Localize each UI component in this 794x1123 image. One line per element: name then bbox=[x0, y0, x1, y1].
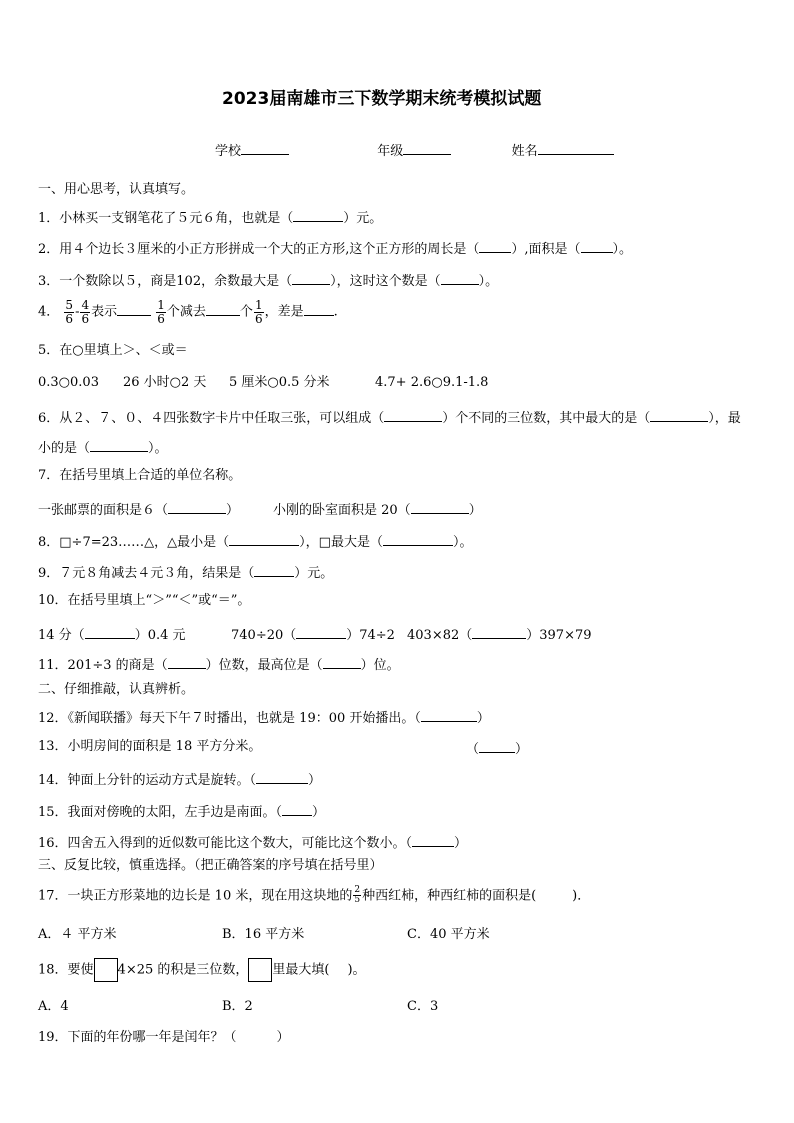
answer-blank[interactable] bbox=[304, 303, 334, 316]
question-5: 5．在○里填上＞、＜或＝ bbox=[38, 343, 188, 358]
question-15: 15．我面对傍晚的太阳，左手边是南面。（ ） bbox=[38, 805, 326, 820]
question-12: 12．《新闻联播》每天下午７时播出，也就是 19：00 开始播出。（ ） bbox=[38, 711, 490, 726]
question-3: 3．一个数除以５，商是102，余数最大是（ ），这时这个数是（ ）。 bbox=[38, 274, 499, 289]
name-blank[interactable] bbox=[538, 142, 614, 155]
question-2: 2．用４个边长３厘米的小正方形拼成一个大的正方形,这个正方形的周长是（ ）,面积是（ ）。 bbox=[38, 242, 633, 257]
compare-item: 5 厘米○0.5 分米 bbox=[229, 375, 330, 390]
question-7-a: 一张邮票的面积是６（ ） bbox=[38, 503, 240, 518]
answer-blank[interactable] bbox=[292, 272, 330, 285]
question-10-a: 14 分（ ）0.4 元 bbox=[38, 628, 186, 643]
question-13-answer: （ ） bbox=[466, 742, 529, 757]
answer-blank[interactable] bbox=[472, 626, 526, 639]
option-b[interactable]: B．2 bbox=[222, 999, 253, 1014]
answer-blank[interactable] bbox=[323, 656, 361, 669]
page-title: 2023届南雄市三下数学期末统考模拟试题 bbox=[222, 89, 542, 109]
question-17: 17．一块正方形菜地的边长是 10 米，现在用这块地的 $\frac{2}{5}$ 种西红柿，种西红柿的面积是( )． bbox=[38, 885, 591, 906]
question-11: 11．201÷3 的商是（ ）位数，最高位是（ ）位。 bbox=[38, 658, 400, 673]
blank-box[interactable] bbox=[94, 958, 118, 982]
fraction: $\frac{1}{6}$ bbox=[157, 298, 165, 326]
answer-blank[interactable] bbox=[256, 771, 308, 784]
question-19: 19．下面的年份哪一年是闰年？（ ） bbox=[38, 1030, 290, 1045]
answer-blank[interactable] bbox=[421, 709, 477, 722]
option-a[interactable]: A．４ 平方米 bbox=[38, 927, 117, 942]
question-14: 14．钟面上分针的运动方式是旋转。（ ） bbox=[38, 773, 322, 788]
question-6-cont: 小的是（ ）。 bbox=[38, 441, 168, 456]
grade-label: 年级 bbox=[377, 144, 404, 159]
fraction: $\frac{2}{5}$ bbox=[354, 885, 361, 906]
answer-blank[interactable] bbox=[85, 626, 135, 639]
answer-blank[interactable] bbox=[90, 439, 148, 452]
question-7-b: 小刚的卧室面积是 20（ ） bbox=[273, 503, 482, 518]
name-label: 姓名 bbox=[511, 144, 538, 159]
question-16: 16．四舍五入得到的近似数可能比这个数大，可能比这个数小。（ ） bbox=[38, 836, 468, 851]
compare-item: 0.3○0.03 bbox=[38, 375, 99, 390]
option-c[interactable]: C．40 平方米 bbox=[407, 927, 490, 942]
answer-blank[interactable] bbox=[479, 240, 511, 253]
fraction: $\frac{5}{6}$ bbox=[65, 298, 74, 326]
answer-blank[interactable] bbox=[168, 656, 206, 669]
answer-blank[interactable] bbox=[168, 501, 226, 514]
question-10-c: 403×82（ ）397×79 bbox=[407, 628, 592, 643]
answer-blank[interactable] bbox=[479, 740, 515, 753]
answer-blank[interactable] bbox=[117, 303, 151, 316]
answer-blank[interactable] bbox=[293, 209, 343, 222]
section-1-heading: 一、用心思考，认真填写。 bbox=[38, 182, 195, 197]
answer-blank[interactable] bbox=[282, 803, 312, 816]
section-2-heading: 二、仔细推敲，认真辨析。 bbox=[38, 682, 195, 697]
grade-blank[interactable] bbox=[403, 142, 451, 155]
compare-item: 26 小时○2 天 bbox=[123, 375, 207, 390]
answer-blank[interactable] bbox=[229, 533, 299, 546]
answer-blank[interactable] bbox=[411, 501, 469, 514]
question-8: 8．□÷7=23……△，△最小是（ ），□最大是（ ）。 bbox=[38, 535, 473, 550]
answer-blank[interactable] bbox=[441, 272, 479, 285]
fraction: $\frac{4}{6}$ bbox=[81, 298, 90, 326]
question-9: 9．７元８角减去４元３角，结果是（ ）元。 bbox=[38, 566, 334, 581]
school-blank[interactable] bbox=[241, 142, 289, 155]
info-line bbox=[215, 142, 614, 158]
question-18: 18．要使 4×25 的积是三位数， 里最大填( )。 bbox=[38, 958, 366, 982]
answer-blank[interactable] bbox=[296, 626, 346, 639]
answer-blank[interactable] bbox=[254, 564, 294, 577]
option-a[interactable]: A．4 bbox=[38, 999, 69, 1014]
blank-box[interactable] bbox=[248, 958, 272, 982]
question-13: 13．小明房间的面积是 18 平方分米。 bbox=[38, 739, 262, 754]
answer-blank[interactable] bbox=[384, 409, 442, 422]
section-3-heading: 三、反复比较，慎重选择。（把正确答案的序号填在括号里） bbox=[38, 858, 383, 873]
question-10: 10．在括号里填上“＞”“＜”或“＝”。 bbox=[38, 593, 251, 608]
question-1: 1．小林买一支钢笔花了５元６角，也就是（ ）元。 bbox=[38, 211, 383, 226]
compare-item: 4.7+ 2.6○9.1-1.8 bbox=[375, 375, 489, 390]
school-label: 学校 bbox=[215, 144, 242, 159]
fraction: $\frac{1}{6}$ bbox=[254, 298, 263, 326]
answer-blank[interactable] bbox=[581, 240, 613, 253]
answer-blank[interactable] bbox=[650, 409, 708, 422]
answer-blank[interactable] bbox=[206, 303, 240, 316]
question-4: 4． $\frac{5}{6}$ - $\frac{4}{6}$ 表示 $\frac{1}{6}$ 个减去 个 $\frac{1}{6}$ ，差是 . bbox=[38, 298, 338, 326]
question-7: 7．在括号里填上合适的单位名称。 bbox=[38, 468, 242, 483]
question-6: 6．从２、７、０、４四张数字卡片中任取三张，可以组成（ ）个不同的三位数，其中最大的是（ ），最 bbox=[38, 411, 741, 426]
option-b[interactable]: B．16 平方米 bbox=[222, 927, 305, 942]
option-c[interactable]: C．3 bbox=[407, 999, 439, 1014]
answer-blank[interactable] bbox=[412, 834, 454, 847]
question-10-b: 740÷20（ ）74÷2 bbox=[231, 628, 395, 643]
answer-blank[interactable] bbox=[383, 533, 453, 546]
